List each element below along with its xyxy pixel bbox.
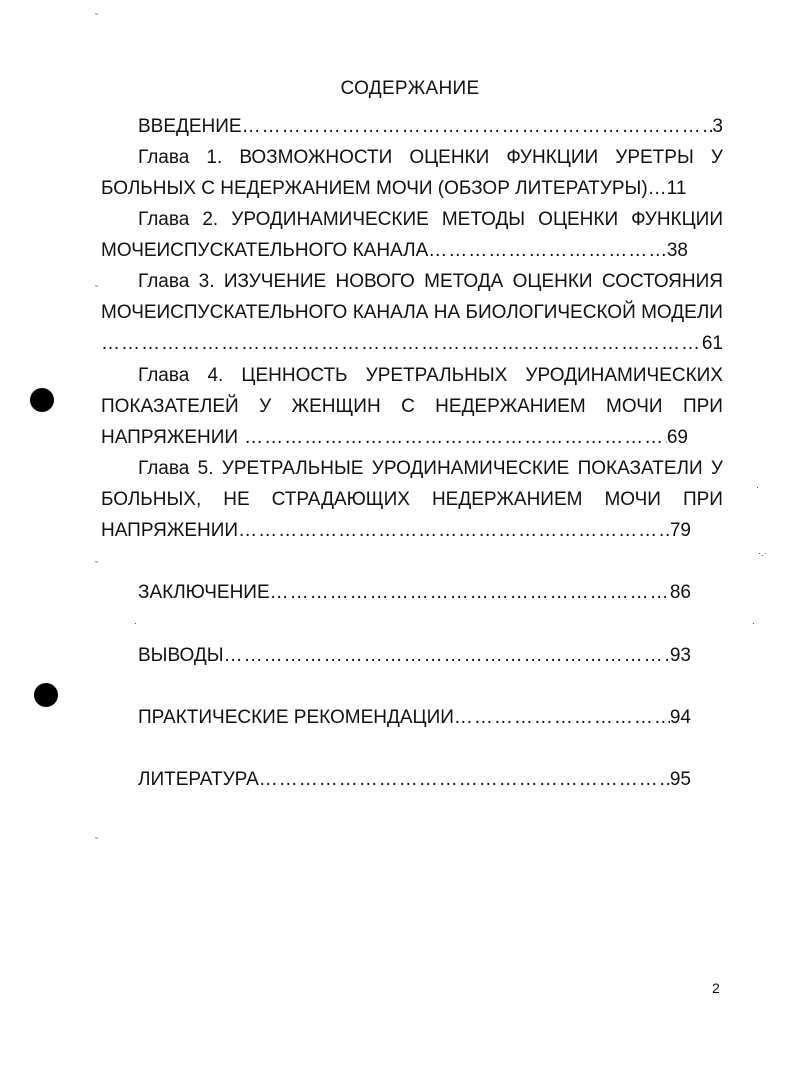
scan-speck: ˇ	[95, 12, 98, 22]
word: НЕДЕРЖАНИЕМ	[431, 489, 583, 510]
toc-page-number: 79	[669, 520, 691, 541]
scan-speck: ·	[752, 618, 755, 628]
toc-entry-chapter-3-line-2	[101, 302, 723, 324]
word: ПРИ	[682, 396, 723, 417]
toc-page-number: 38	[666, 240, 688, 261]
word: ИЗУЧЕНИЕ	[223, 271, 327, 292]
toc-entry-label: НАПРЯЖЕНИИ	[101, 427, 239, 448]
toc-page-number: 86	[669, 582, 691, 603]
toc-page-number: 61	[701, 333, 723, 354]
word: ЦЕННОСТЬ	[241, 365, 348, 386]
word: ОЦЕНКИ	[409, 147, 490, 168]
dot-leader	[454, 707, 670, 729]
toc-entry-introduction	[138, 116, 723, 138]
word: НЕ	[223, 489, 250, 510]
word: МОЧИ	[604, 489, 661, 510]
scan-speck: ·.·	[758, 548, 767, 558]
toc-entry-label: ПРАКТИЧЕСКИЕ РЕКОМЕНДАЦИИ	[138, 707, 454, 728]
toc-entry-findings	[138, 645, 691, 667]
toc-entry-recommendations	[138, 707, 691, 729]
word: У	[259, 396, 272, 417]
dot-leader	[242, 116, 713, 138]
word: Глава	[138, 271, 190, 292]
word: МОДЕЛИ	[641, 302, 723, 323]
word: ПОКАЗАТЕЛИ	[577, 458, 703, 479]
toc-entry-label: ЛИТЕРАТУРА	[138, 769, 259, 790]
dot-leader	[428, 240, 667, 262]
toc-page-number: 94	[669, 707, 691, 728]
word: НА	[433, 302, 461, 323]
toc-entry-chapter-4-line-3	[101, 427, 688, 449]
word: СТРАДАЮЩИХ	[271, 489, 410, 510]
dot-leader	[101, 333, 702, 355]
toc-page-number: 11	[666, 178, 687, 199]
word: ЖЕНЩИН	[291, 396, 381, 417]
word: УРОДИНАМИЧЕСКИХ	[525, 365, 723, 386]
word: УРЕТРАЛЬНЫЕ	[221, 458, 364, 479]
word: УРЕТРАЛЬНЫХ	[365, 365, 508, 386]
dot-leader	[238, 520, 670, 542]
word: ПРИ	[682, 489, 723, 510]
word: КАНАЛА	[352, 302, 429, 323]
scan-speck: ·	[134, 618, 137, 628]
toc-entry-label: ВВЕДЕНИЕ	[138, 116, 242, 137]
word: Глава	[138, 365, 190, 386]
word: УРОДИНАМИЧЕСКИЕ	[371, 458, 570, 479]
word: МЕТОДА	[424, 271, 504, 292]
toc-page-number: 93	[669, 645, 691, 666]
word: У	[710, 147, 723, 168]
word: ОЦЕНКИ	[538, 209, 619, 230]
punch-hole-mark	[34, 683, 58, 707]
toc-entry-references	[138, 769, 691, 791]
word: СОСТОЯНИЯ	[601, 271, 723, 292]
dot-leader	[270, 582, 670, 604]
punch-hole-mark	[30, 388, 54, 412]
word: ПОКАЗАТЕЛЕЙ	[101, 396, 239, 417]
word: ВОЗМОЖНОСТИ	[239, 147, 393, 168]
toc-entry-chapter-5-line-2	[101, 489, 723, 511]
toc-entry-chapter-2-line-1	[138, 209, 723, 231]
word: ФУНКЦИИ	[506, 147, 599, 168]
toc-entry-chapter-1-line-1	[138, 147, 723, 169]
toc-entry-conclusion	[138, 582, 691, 604]
toc-entry-label: МОЧЕИСПУСКАТЕЛЬНОГО КАНАЛА	[101, 240, 429, 261]
toc-entry-chapter-3-line-3	[101, 333, 723, 355]
word: 1.	[206, 147, 223, 168]
dot-leader	[259, 769, 670, 791]
page-title: СОДЕРЖАНИЕ	[340, 78, 480, 99]
word: С	[401, 396, 415, 417]
toc-entry-chapter-1-line-2	[101, 178, 723, 200]
toc-entry-chapter-4-line-1	[138, 365, 723, 387]
toc-entry-chapter-3-line-1	[138, 271, 723, 293]
scan-speck: ·	[756, 482, 759, 492]
word: МЕТОДЫ	[441, 209, 526, 230]
toc-entry-chapter-2-line-2	[101, 240, 688, 262]
page-number: 2	[712, 980, 720, 996]
dot-leader	[224, 645, 670, 667]
word: НЕДЕРЖАНИЕМ	[435, 396, 586, 417]
toc-page-number: 3	[712, 116, 723, 137]
word: 4.	[207, 365, 224, 386]
toc-entry-label: БОЛЬНЫХ С НЕДЕРЖАНИЕМ МОЧИ (ОБЗОР ЛИТЕРАТУРЫ)	[101, 178, 648, 199]
toc-page-number: 69	[666, 427, 688, 448]
word: Глава	[138, 147, 190, 168]
toc-entry-chapter-5-line-3	[101, 520, 691, 542]
word: 3.	[198, 271, 215, 292]
word: 5.	[197, 458, 214, 479]
word: МОЧЕИСПУСКАТЕЛЬНОГО	[101, 302, 348, 323]
word: Глава	[138, 209, 190, 230]
toc-entry-label: НАПРЯЖЕНИИ	[101, 520, 239, 541]
word: У	[710, 458, 723, 479]
word: МОЧИ	[606, 396, 663, 417]
scan-speck: ˇ	[95, 560, 98, 570]
word: Глава	[138, 458, 190, 479]
toc-entry-label: ВЫВОДЫ	[138, 645, 224, 666]
toc-page-number: 95	[669, 769, 691, 790]
word: УРЕТРЫ	[615, 147, 694, 168]
word: БИОЛОГИЧЕСКОЙ	[465, 302, 636, 323]
dot-leader: …	[647, 178, 667, 199]
word: НОВОГО	[335, 271, 415, 292]
word: 2.	[202, 209, 219, 230]
word: БОЛЬНЫХ,	[101, 489, 202, 510]
dot-leader	[244, 427, 667, 449]
toc-entry-label: ЗАКЛЮЧЕНИЕ	[138, 582, 270, 603]
scan-speck: ˇ	[95, 836, 98, 846]
word: ФУНКЦИИ	[631, 209, 723, 230]
word: УРОДИНАМИЧЕСКИЕ	[231, 209, 429, 230]
scan-speck: ˇ	[95, 284, 98, 294]
toc-entry-chapter-4-line-2	[101, 396, 723, 418]
word: ОЦЕНКИ	[512, 271, 593, 292]
toc-entry-chapter-5-line-1	[138, 458, 723, 480]
